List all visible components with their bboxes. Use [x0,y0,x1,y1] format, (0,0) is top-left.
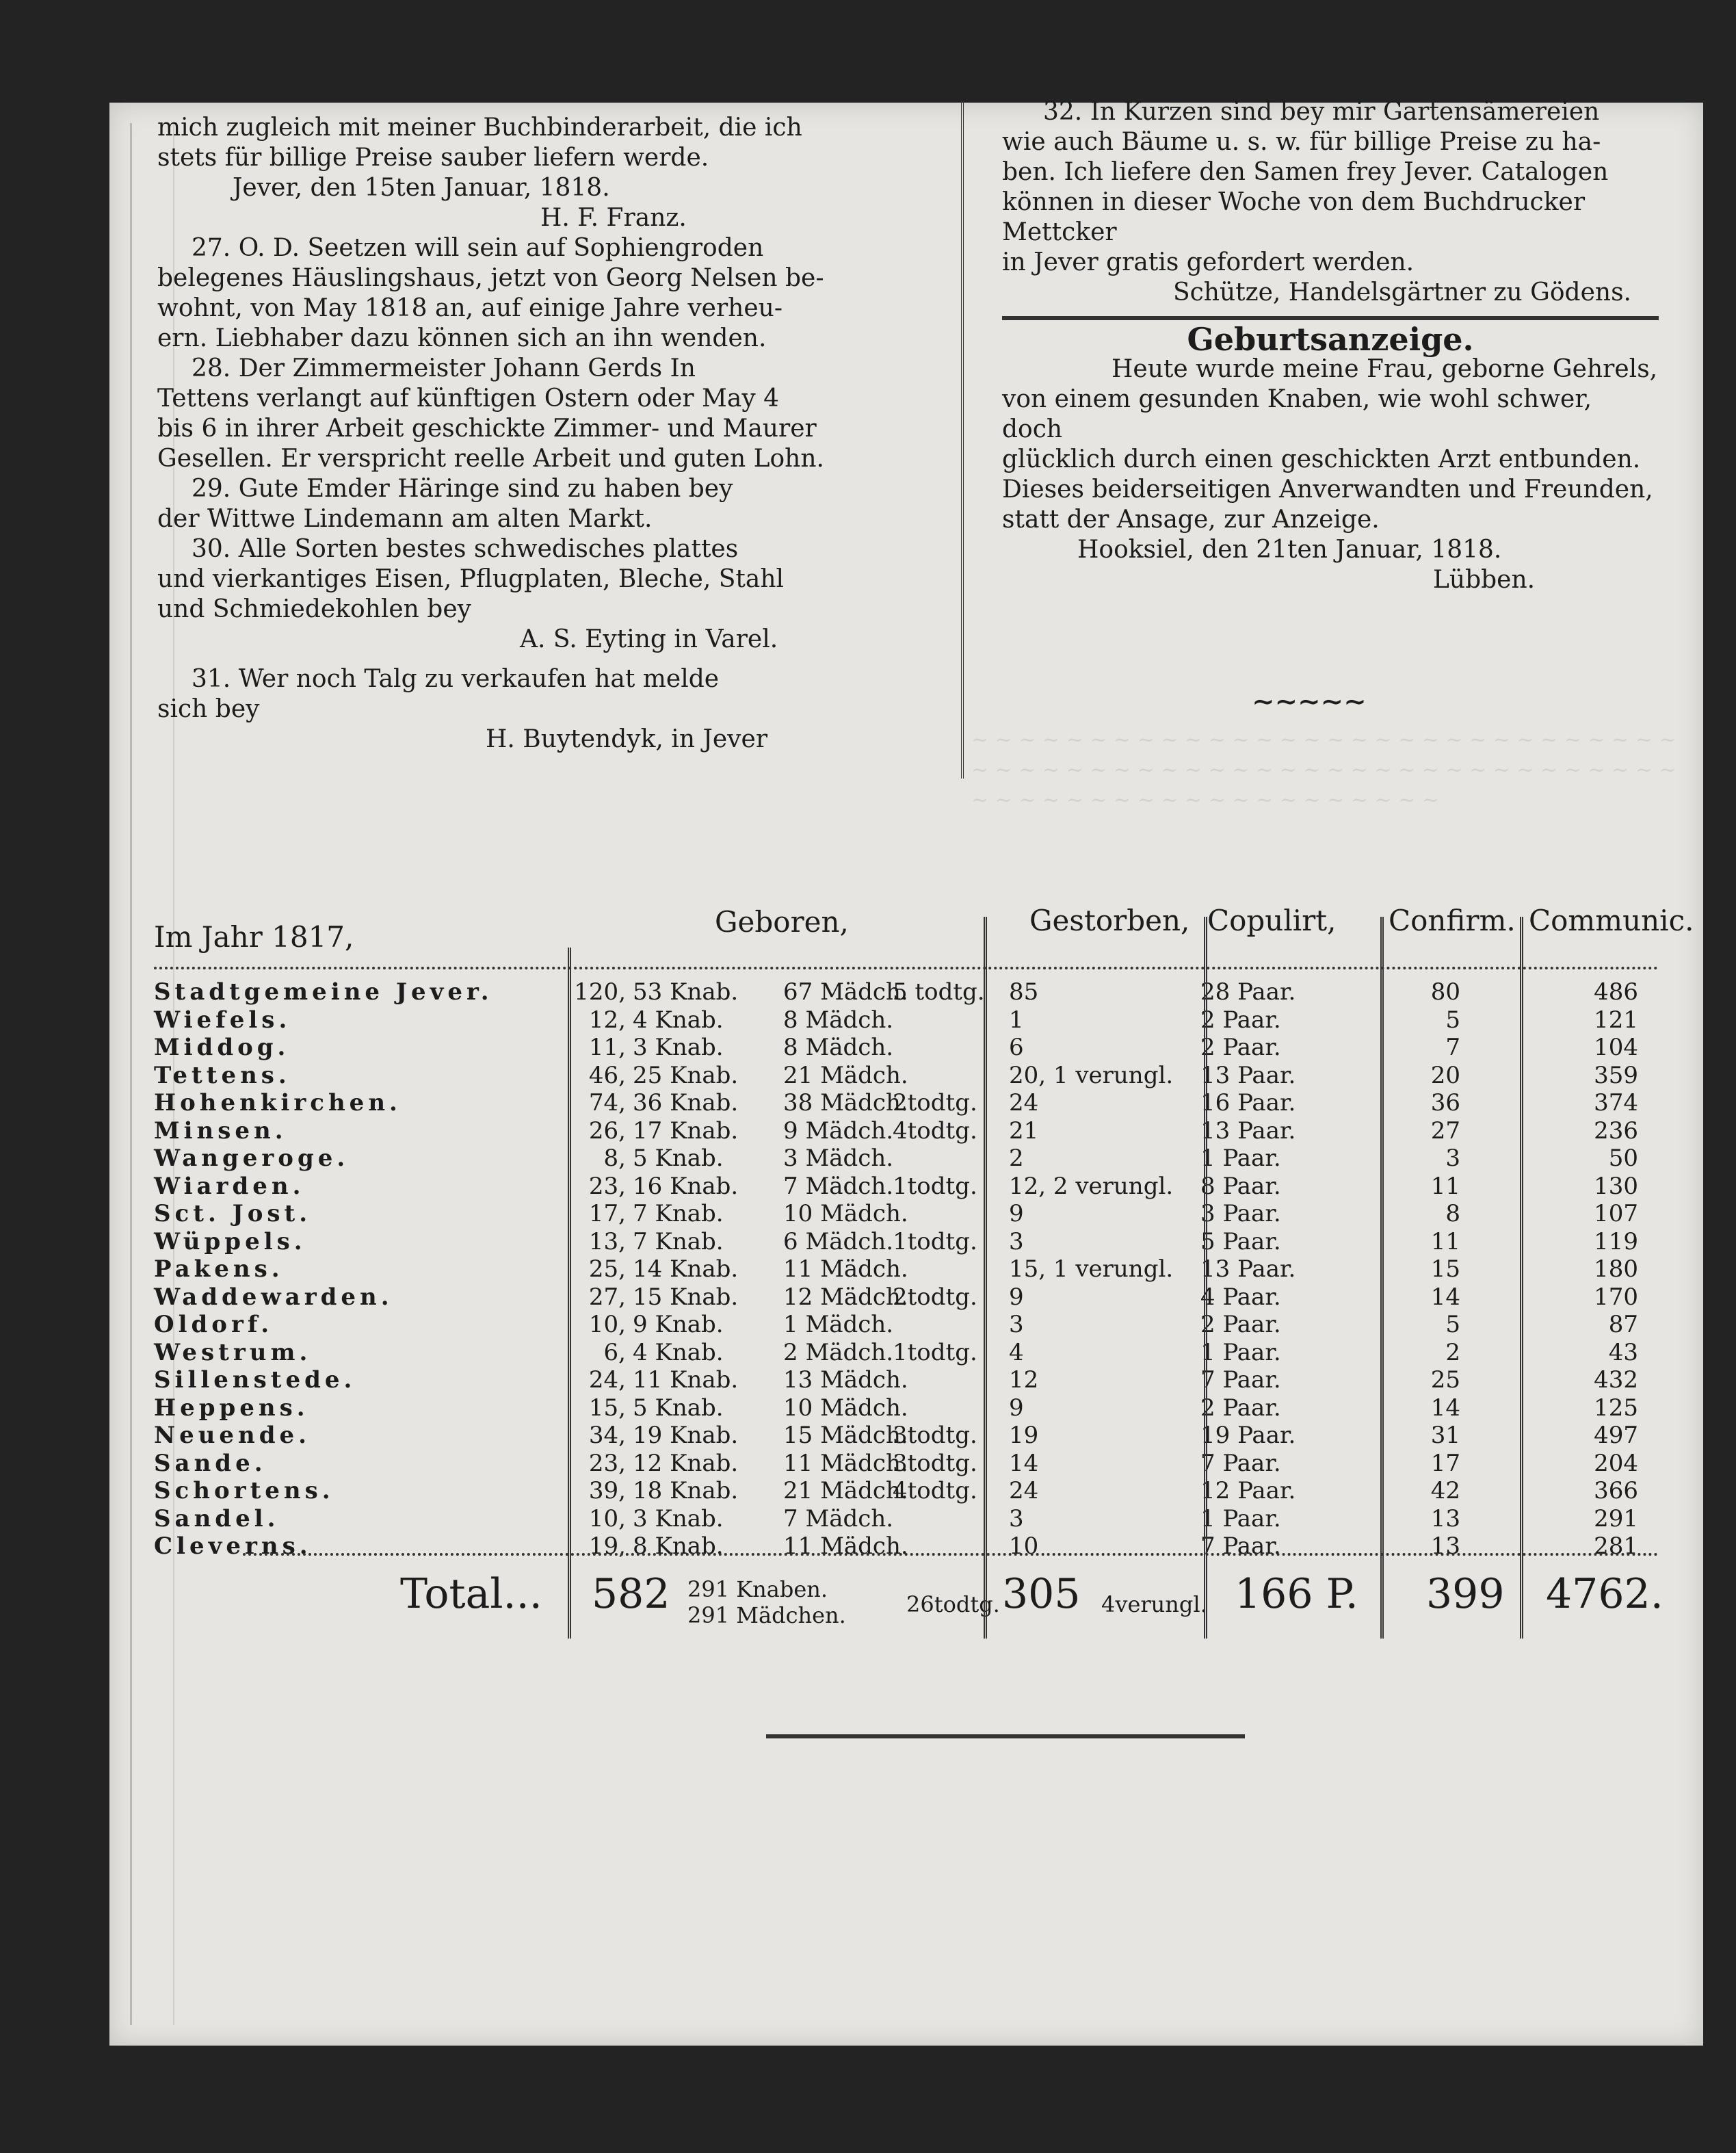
cell-total: 34, [588,1422,626,1449]
cell-confirm: 27 [1430,1117,1460,1145]
cell-married: 13 Paar. [1200,1117,1296,1145]
column-rule [1520,917,1523,1639]
cell-girls: 11 Mädch. [783,1255,908,1283]
birth-text: von einem gesunden Knaben, wie wohl schwer, doch [1002,385,1592,443]
cell-total: 74, [588,1089,626,1117]
cell-confirm: 7 [1445,1034,1460,1061]
cell-boys: 5 Knab. [633,1394,724,1422]
total-label: Total... [400,1570,542,1618]
cell-place: Hohenkirchen. [154,1089,402,1117]
cell-married: 16 Paar. [1200,1089,1296,1117]
cell-total: 26, [588,1117,626,1145]
table-row [154,1255,1693,1284]
cell-commun: 204 [1594,1449,1638,1477]
table-row [154,1477,1693,1506]
table-row [154,1034,1693,1062]
cell-girls: 11 Mädch. [783,1449,908,1477]
cell-died: 10 [1009,1532,1039,1560]
cell-place: Tettens. [154,1061,291,1089]
column-rule [1380,917,1384,1639]
cell-commun: 43 [1608,1338,1638,1366]
notice-28: Gesellen. Er verspricht reelle Arbeit und guten Lohn. [157,445,824,473]
notice-32-signature: Schütze, Handelsgärtner zu Gödens. [1172,278,1631,306]
cell-commun: 432 [1594,1366,1638,1394]
total-boys: 291 Knaben. [687,1576,828,1602]
cell-stillborn: 3todtg. [893,1422,977,1449]
cell-confirm: 36 [1430,1089,1460,1117]
cell-died: 3 [1009,1504,1024,1532]
notice-32: in Jever gratis gefordert werden. [1002,248,1415,276]
cell-girls: 10 Mädch. [783,1394,908,1422]
birth-signature: Lübben. [1433,566,1536,594]
cell-girls: 6 Mädch. [783,1227,894,1255]
cell-place: Sandel. [154,1504,280,1532]
table-row [154,1283,1693,1312]
cell-girls: 13 Mädch. [783,1366,908,1394]
cell-confirm: 5 [1445,1006,1460,1034]
header-underline [154,967,1659,979]
table-row [154,1200,1693,1229]
cell-boys: 25 Knab. [633,1061,739,1089]
cell-place: Neuende. [154,1422,311,1449]
cell-died: 9 [1009,1394,1024,1422]
intro-line: stets für billige Preise sauber liefern werde. [157,144,709,172]
cell-commun: 104 [1594,1034,1638,1061]
cell-girls: 11 Mädch. [783,1532,908,1560]
decorative-flourish: ∼∼∼∼∼ [1252,686,1367,718]
cell-total: 15, [588,1394,626,1422]
notice-27: belegenes Häuslingshaus, jetzt von Georg Nelsen be- [157,264,824,292]
cell-place: Wiefels. [154,1006,291,1034]
cell-confirm: 5 [1445,1311,1460,1338]
cell-commun: 125 [1594,1394,1638,1422]
cell-confirm: 8 [1445,1200,1460,1227]
cell-married: 1 Paar. [1200,1145,1281,1172]
cell-boys: 19 Knab. [633,1422,739,1449]
total-confirmed: 399 [1426,1570,1505,1618]
cell-place: Minsen. [154,1117,287,1145]
birth-announcement-heading: Geburtsanzeige. [1187,321,1474,358]
cell-commun: 50 [1608,1145,1638,1172]
cell-place: Middog. [154,1034,290,1061]
birth-date: Hooksiel, den 21ten Januar, 1818. [1077,536,1502,564]
cell-girls: 38 Mädch. [783,1089,908,1117]
notice-32: ben. Ich liefere den Samen frey Jever. Catalogen [1002,158,1609,186]
section-rule [1002,316,1659,320]
cell-stillborn: 4todtg. [893,1477,977,1504]
cell-place: Cleverns. [154,1532,312,1560]
cell-commun: 130 [1594,1172,1638,1200]
cell-died: 14 [1009,1449,1039,1477]
table-row [154,1505,1693,1534]
notice-31-signature: H. Buytendyk, in Jever [486,725,768,753]
cell-died: 6 [1009,1034,1024,1061]
cell-girls: 10 Mädch. [783,1200,908,1227]
column-rule [984,917,987,1639]
notice-29: 29. Gute Emder Häringe sind zu haben bey [192,475,733,503]
cell-total: 23, [588,1449,626,1477]
cell-married: 7 Paar. [1200,1532,1281,1560]
cell-confirm: 31 [1430,1422,1460,1449]
cell-commun: 170 [1594,1283,1638,1311]
notice-32: wie auch Bäume u. s. w. für billige Preise zu ha- [1002,128,1601,156]
total-girls: 291 Mädchen. [687,1602,846,1628]
cell-girls: 7 Mädch. [783,1504,894,1532]
notice-28: Tettens verlangt auf künftigen Ostern oder May 4 [157,384,779,413]
cell-married: 5 Paar. [1200,1227,1281,1255]
cell-place: Sande. [154,1449,267,1477]
table-row [154,1450,1693,1478]
cell-boys: 53 Knab. [633,978,739,1006]
notice-30: 30. Alle Sorten bestes schwedisches plattes [192,535,739,563]
cell-girls: 1 Mädch. [783,1311,894,1338]
table-row [154,1422,1693,1450]
cell-married: 28 Paar. [1200,978,1296,1006]
cell-commun: 359 [1594,1061,1638,1089]
cell-place: Sillenstede. [154,1366,356,1394]
cell-girls: 8 Mädch. [783,1006,894,1034]
cell-place: Wiarden. [154,1172,305,1200]
bleed-through-text: ~ ~ ~ ~ ~ ~ ~ ~ ~ ~ ~ ~ ~ ~ ~ ~ ~ ~ ~ ~ ~ ~ ~ ~ ~ ~ ~ ~ ~ ~ ~ ~ ~ ~ ~ ~ ~ ~ ~ ~ ~ ~ ~ ~ ~ ~ ~ ~ ~ ~ ~ ~ ~ ~ ~ ~ ~ ~ ~ ~ ~ ~ ~ ~ ~ ~ ~ ~ ~ ~ ~ ~ ~ ~ ~ ~ ~ ~ ~ ~ [971,728,1676,812]
notice-32: können in dieser Woche von dem Buchdrucker Mettcker [1002,188,1586,246]
cell-died: 20, 1 verungl. [1009,1061,1174,1089]
cell-married: 13 Paar. [1200,1255,1296,1283]
notice-31: sich bey [157,695,260,723]
cell-girls: 15 Mädch. [783,1422,908,1449]
cell-stillborn: 2todtg. [893,1283,977,1311]
cell-place: Wüppels. [154,1227,306,1255]
cell-commun: 121 [1594,1006,1638,1034]
cell-total: 6, [603,1338,626,1366]
cell-married: 13 Paar. [1200,1061,1296,1089]
cell-stillborn: 1todtg. [893,1172,977,1200]
cell-married: 7 Paar. [1200,1449,1281,1477]
cell-total: 10, [588,1504,626,1532]
birth-text: statt der Ansage, zur Anzeige. [1002,506,1380,534]
cell-total: 23, [588,1172,626,1200]
table-row [154,1006,1693,1035]
cell-died: 3 [1009,1227,1024,1255]
cell-girls: 12 Mädch. [783,1283,908,1311]
cell-died: 15, 1 verungl. [1009,1255,1174,1283]
cell-girls: 9 Mädch. [783,1117,894,1145]
cell-girls: 21 Mädch. [783,1061,908,1089]
cell-boys: 16 Knab. [633,1172,739,1200]
column-rule [568,948,571,1639]
header-married: Copulirt, [1207,904,1337,937]
table-row [154,1366,1693,1395]
cell-stillborn: 3todtg. [893,1449,977,1477]
cell-boys: 7 Knab. [633,1200,724,1227]
cell-married: 7 Paar. [1200,1366,1281,1394]
notice-30: und Schmiedekohlen bey [157,595,471,623]
cell-boys: 36 Knab. [633,1089,739,1117]
total-communion: 4762. [1546,1570,1663,1618]
cell-boys: 9 Knab. [633,1311,724,1338]
cell-commun: 374 [1594,1089,1638,1117]
cell-boys: 3 Knab. [633,1504,724,1532]
total-overline [243,1553,1659,1565]
cell-place: Stadtgemeine Jever. [154,978,493,1006]
cell-commun: 236 [1594,1117,1638,1145]
cell-died: 85 [1009,978,1039,1006]
cell-died: 1 [1009,1006,1024,1034]
cell-boys: 8 Knab. [633,1532,724,1560]
cell-married: 2 Paar. [1200,1034,1281,1061]
notice-28: 28. Der Zimmermeister Johann Gerds In [192,354,696,382]
birth-text: Heute wurde meine Frau, geborne Gehrels, [1112,355,1658,383]
cell-girls: 3 Mädch. [783,1145,894,1172]
cell-confirm: 11 [1430,1172,1460,1200]
column-rule [1204,917,1207,1639]
cell-girls: 2 Mädch. [783,1338,894,1366]
cell-girls: 7 Mädch. [783,1172,894,1200]
total-died: 305 [1002,1570,1081,1618]
cell-boys: 3 Knab. [633,1034,724,1061]
cell-confirm: 2 [1445,1338,1460,1366]
cell-commun: 87 [1608,1311,1638,1338]
cell-total: 8, [603,1145,626,1172]
cell-commun: 107 [1594,1200,1638,1227]
intro-signature: H. F. Franz. [540,204,687,232]
table-row [154,1089,1693,1118]
cell-confirm: 42 [1430,1477,1460,1504]
cell-place: Wangeroge. [154,1145,350,1172]
birth-text: glücklich durch einen geschickten Arzt entbunden. [1002,445,1641,473]
cell-commun: 119 [1594,1227,1638,1255]
notice-31: 31. Wer noch Talg zu verkaufen hat melde [192,665,720,693]
cell-confirm: 3 [1445,1145,1460,1172]
total-born: 582 [592,1570,670,1618]
cell-total: 25, [588,1255,626,1283]
total-stillborn: 26todtg. [906,1591,1000,1617]
cell-place: Heppens. [154,1394,309,1422]
cell-married: 4 Paar. [1200,1283,1281,1311]
cell-married: 3 Paar. [1200,1200,1281,1227]
cell-married: 2 Paar. [1200,1394,1281,1422]
header-confirmed: Confirm. [1389,904,1516,937]
birth-text: Dieses beiderseitigen Anverwandten und Freunden, [1002,475,1653,504]
cell-commun: 180 [1594,1255,1638,1283]
cell-confirm: 11 [1430,1227,1460,1255]
table-row [154,1062,1693,1091]
table-row [154,1394,1693,1423]
cell-boys: 4 Knab. [633,1006,724,1034]
cell-place: Pakens. [154,1255,284,1283]
cell-commun: 497 [1594,1422,1638,1449]
cell-confirm: 14 [1430,1394,1460,1422]
cell-total: 12, [588,1006,626,1034]
cell-confirm: 13 [1430,1504,1460,1532]
table-row [154,1339,1693,1368]
table-row [154,978,1693,1007]
cell-died: 24 [1009,1477,1039,1504]
cell-stillborn: 5 todtg. [893,978,985,1006]
cell-stillborn: 1todtg. [893,1227,977,1255]
cell-boys: 15 Knab. [633,1283,739,1311]
notice-28: bis 6 in ihrer Arbeit geschickte Zimmer- und Maurer [157,415,817,443]
cell-girls: 8 Mädch. [783,1034,894,1061]
cell-died: 24 [1009,1089,1039,1117]
cell-confirm: 14 [1430,1283,1460,1311]
total-married: 166 P. [1235,1570,1358,1618]
cell-died: 19 [1009,1422,1039,1449]
intro-date: Jever, den 15ten Januar, 1818. [233,174,610,202]
cell-married: 2 Paar. [1200,1006,1281,1034]
cell-married: 2 Paar. [1200,1311,1281,1338]
cell-total: 46, [588,1061,626,1089]
total-accidents: 4verungl. [1101,1591,1207,1617]
header-communion: Communic. [1529,904,1694,937]
column-divider [961,101,966,779]
cell-girls: 21 Mädch. [783,1477,908,1504]
cell-total: 27, [588,1283,626,1311]
cell-stillborn: 1todtg. [893,1338,977,1366]
cell-confirm: 80 [1430,978,1460,1006]
cell-married: 8 Paar. [1200,1172,1281,1200]
cell-total: 13, [588,1227,626,1255]
header-year: Im Jahr 1817, [154,920,354,954]
cell-boys: 11 Knab. [633,1366,739,1394]
cell-boys: 7 Knab. [633,1227,724,1255]
header-born: Geboren, [715,905,849,939]
right-text-column [1002,97,1659,595]
notice-29: der Wittwe Lindemann am alten Markt. [157,505,653,533]
cell-stillborn: 2todtg. [893,1089,977,1117]
cell-died: 2 [1009,1145,1024,1172]
cell-place: Westrum. [154,1338,312,1366]
table-row [154,1228,1693,1257]
cell-boys: 17 Knab. [633,1117,739,1145]
cell-place: Waddewarden. [154,1283,393,1311]
cell-died: 3 [1009,1311,1024,1338]
cell-place: Schortens. [154,1477,334,1504]
cell-died: 12, 2 verungl. [1009,1172,1174,1200]
cell-married: 1 Paar. [1200,1504,1281,1532]
cell-total: 11, [588,1034,626,1061]
cell-commun: 291 [1594,1504,1638,1532]
cell-confirm: 13 [1430,1532,1460,1560]
cell-total: 10, [588,1311,626,1338]
cell-confirm: 20 [1430,1061,1460,1089]
cell-boys: 4 Knab. [633,1338,724,1366]
cell-boys: 18 Knab. [633,1477,739,1504]
cell-total: 19, [588,1532,626,1560]
cell-died: 9 [1009,1200,1024,1227]
notice-32: 32. In Kurzen sind bey mir Gartensämereien [1043,98,1600,126]
table-row [154,1145,1693,1173]
cell-commun: 366 [1594,1477,1638,1504]
left-text-column [157,113,944,755]
notice-27: wohnt, von May 1818 an, auf einige Jahre verheu- [157,294,783,322]
cell-commun: 486 [1594,978,1638,1006]
cell-commun: 281 [1594,1532,1638,1560]
cell-boys: 5 Knab. [633,1145,724,1172]
cell-total: 24, [588,1366,626,1394]
cell-girls: 67 Mädch. [783,978,908,1006]
cell-boys: 12 Knab. [633,1449,739,1477]
table-row [154,1173,1693,1201]
cell-married: 19 Paar. [1200,1422,1296,1449]
cell-total: 17, [588,1200,626,1227]
notice-27: ern. Liebhaber dazu können sich an ihn wenden. [157,324,767,352]
cell-confirm: 17 [1430,1449,1460,1477]
notice-30-signature: A. S. Eyting in Varel. [520,625,778,653]
cell-married: 12 Paar. [1200,1477,1296,1504]
table-row [154,1117,1693,1146]
cell-place: Sct. Jost. [154,1200,312,1227]
intro-line: mich zugleich mit meiner Buchbinderarbeit, die ich [157,114,802,142]
cell-died: 9 [1009,1283,1024,1311]
cell-married: 1 Paar. [1200,1338,1281,1366]
notice-30: und vierkantiges Eisen, Pflugplaten, Bleche, Stahl [157,565,785,593]
cell-confirm: 15 [1430,1255,1460,1283]
cell-confirm: 25 [1430,1366,1460,1394]
cell-died: 21 [1009,1117,1039,1145]
header-died: Gestorben, [1029,904,1190,937]
cell-died: 12 [1009,1366,1039,1394]
cell-boys: 14 Knab. [633,1255,739,1283]
cell-total: 120, [574,978,626,1006]
cell-place: Oldorf. [154,1311,274,1338]
closing-rule [766,1734,1245,1738]
table-row [154,1311,1693,1340]
notice-27: 27. O. D. Seetzen will sein auf Sophiengroden [192,234,764,262]
cell-stillborn: 4todtg. [893,1117,977,1145]
cell-died: 4 [1009,1338,1024,1366]
cell-total: 39, [588,1477,626,1504]
